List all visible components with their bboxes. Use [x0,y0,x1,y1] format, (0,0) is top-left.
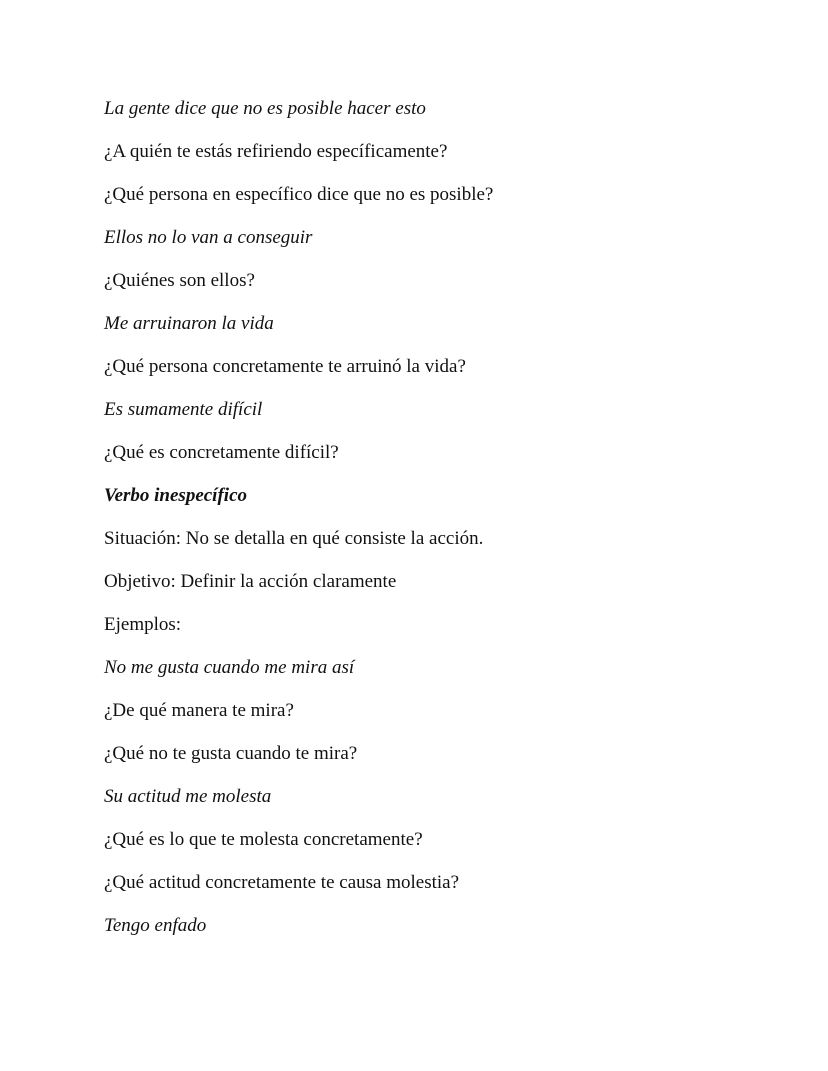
clarifying-question: ¿Qué persona concretamente te arruinó la vida? [104,356,466,377]
clarifying-question: ¿Qué es lo que te molesta concretamente? [104,829,423,850]
situation-text: Situación: No se detalla en qué consiste la acción. [104,528,484,549]
clarifying-question: ¿Qué es concretamente difícil? [104,442,339,463]
clarifying-question: ¿Qué persona en específico dice que no es posible? [104,184,494,205]
objective-text: Objetivo: Definir la acción claramente [104,571,397,592]
example-statement: Ellos no lo van a conseguir [104,227,313,248]
section-heading: Verbo inespecífico [104,485,248,506]
example-statement: Tengo enfado [104,915,207,936]
example-statement: No me gusta cuando me mira así [104,657,355,678]
clarifying-question: ¿A quién te estás refiriendo específicamente? [104,141,448,162]
example-statement: La gente dice que no es posible hacer esto [104,98,426,119]
example-statement: Su actitud me molesta [104,786,272,807]
example-statement: Me arruinaron la vida [104,313,274,334]
clarifying-question: ¿De qué manera te mira? [104,700,294,721]
clarifying-question: ¿Quiénes son ellos? [104,270,255,291]
example-statement: Es sumamente difícil [104,399,263,420]
clarifying-question: ¿Qué no te gusta cuando te mira? [104,743,358,764]
document-body [104,96,784,956]
examples-label: Ejemplos: [104,614,182,635]
clarifying-question: ¿Qué actitud concretamente te causa molestia? [104,872,460,893]
